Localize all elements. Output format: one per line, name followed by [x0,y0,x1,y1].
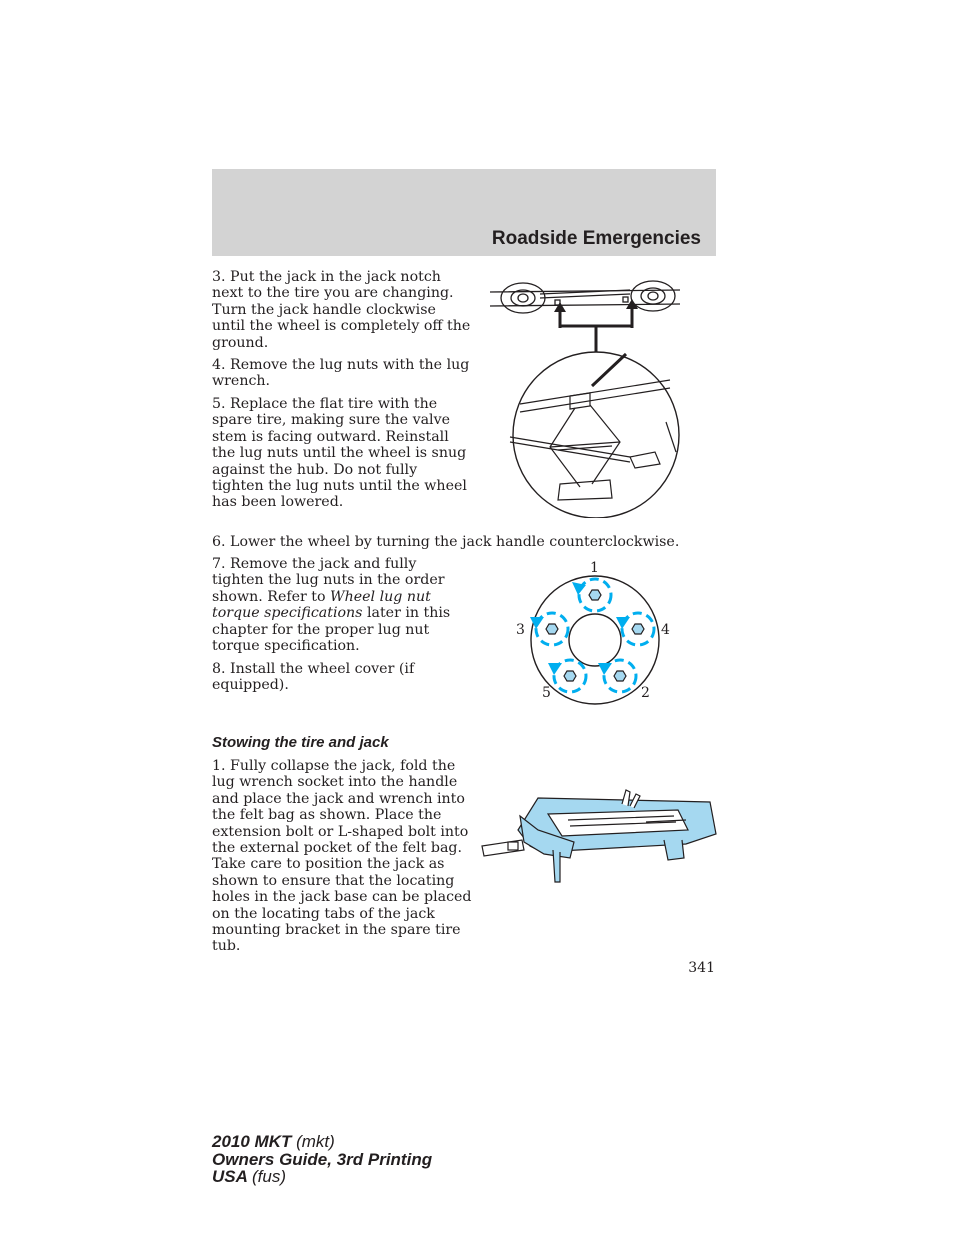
lug-label-1: 1 [590,560,599,576]
footer-region-line [212,1168,432,1186]
lug-label-4: 4 [661,622,670,638]
step-7-text [212,556,472,654]
lug-nut-sequence-diagram [508,555,680,707]
center-bore [569,614,621,666]
stowing-heading: Stowing the tire and jack [212,734,389,751]
lug-nut-5 [564,671,576,681]
footer-model: 2010 MKT [212,1132,292,1151]
footer-guide: Owners Guide, 3rd Printing [212,1149,433,1169]
lug-nut-1 [589,590,601,600]
footer-region: USA [212,1167,248,1186]
step-4-text: 4. Remove the lug nuts with the lug wrench. [212,357,470,390]
step-5-text: 5. Replace the flat tire with the spare tire, making sure the valve stem is facing outward. Reinstall the lug nuts until the wheel is snug against the hub. Do not fully tighten the lug nuts until the wheel has been lowered. [212,396,467,511]
jack-bag-illustration [478,786,718,884]
footer-model-code: (mkt) [296,1132,335,1151]
section-title: Roadside Emergencies [491,228,701,249]
section-header [212,169,716,256]
step-7-text-end: later in this chapter for the proper lug nut torque specification. [212,605,451,655]
lug-label-5: 5 [542,685,551,701]
lug-nut-3 [546,624,558,634]
page-number: 341 [688,960,715,976]
torque-spec-reference: Wheel lug nut torque specifications [212,588,431,622]
step-8-text: 8. Install the wheel cover (if equipped). [212,661,415,694]
step-3-text: 3. Put the jack in the jack notch next to the tire you are changing. Turn the jack handle clockwise until the wheel is completely off the ground. [212,269,471,351]
lug-nut-2 [614,671,626,681]
footer-model-line [212,1133,432,1151]
step-6-text: 6. Lower the wheel by turning the jack handle counterclockwise. [212,534,680,550]
lug-label-2: 2 [641,685,650,701]
footer-region-code: (fus) [252,1167,286,1186]
jack-placement-illustration [480,272,700,518]
document-footer [212,1133,432,1186]
lug-label-3: 3 [516,622,525,638]
lug-nut-4 [632,624,644,634]
stowing-step-1-text: 1. Fully collapse the jack, fold the lug wrench socket into the handle and place the jack and wrench into the felt bag as shown. Place the extension bolt or L-shaped bolt into the external pocket of the felt bag. Take care to position the jack as shown to ensure that the locating holes in the jack base can be placed on the locating tabs of the jack mounting bracket in the spare tire tub. [212,758,472,955]
step-7-text-start: 7. Remove the jack and fully tighten the lug nuts in the order shown. Refer to [212,556,445,605]
